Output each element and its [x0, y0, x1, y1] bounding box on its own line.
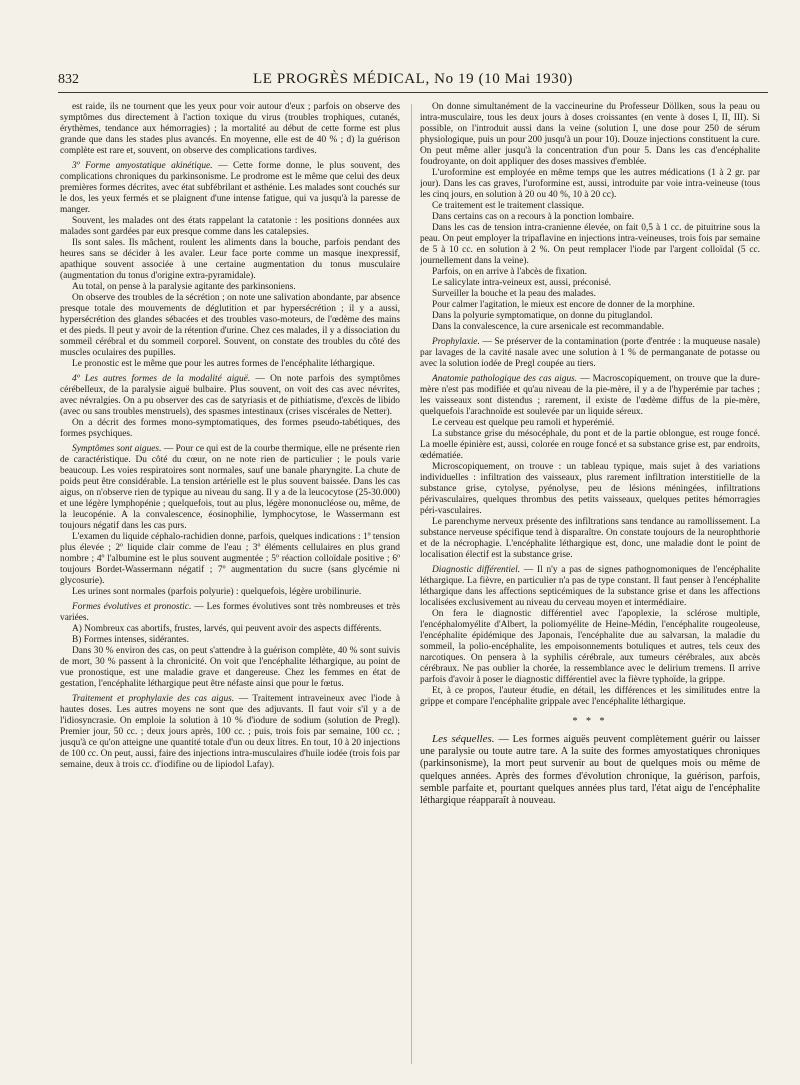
- paragraph: [420, 418, 760, 429]
- paragraph: [420, 201, 760, 212]
- paragraph-text: Le parenchyme nerveux présente des infiltrations sans tendance au ramollissement. La substance nerveuse spécifique tend à disparaître. On constate toujours de la neurophthorie et de la nécrophagie. L'encéphalite léthargique est, donc, une maladie dont le point de localisation électif est la substance grise.: [420, 517, 760, 560]
- paragraph-text: Dans la convalescence, la cure arsenicale est recommandable.: [432, 322, 664, 332]
- paragraph-text: est raide, ils ne tournent que les yeux pour voir autour d'eux ; parfois on observe des symptômes dus directement à l'action toxique du virus (troubles trophiques, cutanés, érythèmes, tendance aux hémorragies) ; la mortalité au début de cette forme est plus grande que dans les stades plus avancés. En moyenne, elle est de 40 % ; d) la guérison complète est rare et, souvent, on observe des complications tardives.: [60, 102, 400, 156]
- paragraph-text: Au total, on pense à la paralysie agitante des parkinsoniens.: [72, 282, 296, 292]
- section-paragraph: [420, 733, 760, 807]
- section-paragraph: [60, 444, 400, 532]
- paragraph-text: Parfois, on en arrive à l'abcès de fixation.: [432, 267, 588, 277]
- paragraph: [420, 267, 760, 278]
- paragraph-text: — Il n'y a pas de signes pathognomoniques de l'encéphalite léthargique. La fièvre, en particulier n'a pas de type constant. Il faut penser à l'encéphalite léthargique dans les affections septicémiques de la substance grise et dans les affections localisées exclusivement au niveau du cerveau moyen et intermédiaire.: [420, 565, 760, 608]
- section-paragraph: [420, 337, 760, 370]
- section-heading: 3º Forme amyostatique akinétique.: [72, 161, 213, 171]
- section-paragraph: [60, 374, 400, 418]
- section-paragraph: [420, 565, 760, 609]
- paragraph-text: B) Formes intenses, sidérantes.: [72, 635, 189, 645]
- paragraph-text: Souvent, les malades ont des états rappelant la catatonie : les positions données aux malades sont gardées par eux presque comme dans les catalepsies.: [60, 216, 400, 237]
- paragraph-text: Microscopiquement, on trouve : un tableau typique, mais sujet à des variations individuelles : infiltration des vaisseaux, plus rarement infiltration interstitielle de la substance grise, cytolyse, pyénolyse, peu de lésions méningées, infiltrations périvasculaires, quelques thrombus des petits vaisseaux, quelques petites hémorragies péri-vasculaires.: [420, 462, 760, 516]
- paragraph: [60, 646, 400, 690]
- paragraph-text: Dans 30 % environ des cas, on peut s'attendre à la guérison complète, 40 % sont suivis de mort, 30 % passent à la chronicité. On voit que l'encéphalite léthargique, au point de vue pronostique, est une maladie grave et dangereuse. Chez les femmes en état de gestation, l'encéphalite léthargique peut être néfaste ainsi que pour le fœtus.: [60, 646, 400, 689]
- paragraph-text: Ils sont sales. Ils mâchent, roulent les aliments dans la bouche, parfois pendant des heures sans se décider à les avaler. Leur face porte comme un masque inexpressif, apathique souvent associée à une certaine augmentation du tonus musculaire (augmentation du tonus d'origine extra-pyramidale).: [60, 238, 400, 281]
- right-column: [420, 102, 760, 1072]
- paragraph: [60, 359, 400, 370]
- paragraph: [420, 609, 760, 686]
- section-paragraph: [60, 161, 400, 216]
- paragraph-text: Dans la polyurie symptomatique, on donne du pituglandol.: [432, 311, 653, 321]
- paragraph: [420, 462, 760, 517]
- section-heading: Traitement et prophylaxie des cas aigus.: [72, 694, 235, 704]
- paragraph-text: — Pour ce qui est de la courbe thermique, elle ne présente rien de caractéristique. Du côté du cœur, on ne note rien de particulier ; le pouls varie beaucoup. Les voies respiratoires sont normales, sauf une banale pharyngite. La chute de poids peut être considérable. La tension artérielle est le plus souvent baissée. Dans les cas aigus, on n'observe rien de typique au niveau du sang. Il y a de la leucocytose (25-30.000) et une légère lymphopénie ; quelquefois, tout au plus, légère mononucléose ou, même, de la leucopénie. A la convalescence, éosinophilie, lymphocytose, le Wassermann est toujours négatif dans les cas purs.: [60, 444, 400, 531]
- paragraph: [60, 587, 400, 598]
- paragraph-text: — Se préserver de la contamination (porte d'entrée : la muqueuse nasale) par lavages de la cavité nasale avec une solution à 1 % de permanganate de potasse ou avec la solution iodée de Pregl coupée au tiers.: [420, 337, 760, 369]
- paragraph: [420, 311, 760, 322]
- paragraph-text: Ce traitement est le traitement classique.: [432, 201, 585, 211]
- paragraph-text: On fera le diagnostic différentiel avec l'apoplexie, la sclérose multiple, l'encéphalomyélite d'Albert, la poliomyélite de Heine-Médin, l'encéphalite rougeoleuse, l'encéphalite épidémique des Japonais, l'encéphalite due au salvarsan, la maladie du sommeil, la polio-encéphalite, les empoisonnements botuliques et autres, tels ceux des narcotiques. On pensera à la syphilis cérébrale, aux tumeurs cérébrales, aux abcès cérébraux. Ne pas oublier la chorée, la ressemblance avec le delirium tremens. Il arrive parfois d'avoir à poser le diagnostic différentiel avec la fièvre typhoïde, la grippe.: [420, 609, 760, 685]
- paragraph-text: Le pronostic est le même que pour les autres formes de l'encéphalite léthargique.: [72, 359, 375, 369]
- paragraph: [60, 216, 400, 238]
- paragraph: [60, 624, 400, 635]
- paragraph-text: — Les formes aiguës peuvent complètement guérir ou laisser une paralysie ou toute autre tare. A la suite des formes amyostatiques chroniques (parkinsonisme), la mort peut survenir au bout de quelques mois ou même de quelques années. Après des formes d'évolution chronique, la guérison, parfois, semble parfaite et, pourtant quelques années plus tard, l'état aigu de l'encéphalite léthargique réapparaît à nouveau.: [420, 734, 760, 807]
- section-paragraph: [60, 694, 400, 771]
- section-heading: Symptômes sont aigues.: [72, 444, 162, 454]
- paragraph-text: On donne simultanément de la vaccineurine du Professeur Döllken, sous la peau ou intra-musculaire, tous les deux jours à doses croissantes (en vente à doses I, II, III). Si possible, on l'introduit aussi dans la veine (solution I, une dose pour 250 de sérum physiologique, puis un pour 200 jusqu'à un pour 10). Douze injections constituent la cure. On peut même aller jusqu'à la concentration d'un pour 5. Dans les cas d'encéphalite foudroyante, on doit appliquer des doses massives d'emblée.: [420, 102, 760, 167]
- left-column: [60, 102, 400, 1072]
- paragraph-text: — Macroscopiquement, on trouve que la dure-mère n'est pas modifiée et qu'au niveau de la pie-mère, il y a de l'hyperémie par taches ; les vaisseaux sont distendus ; rarement, il existe de l'œdème diffus de la pie-mère, quelquefois l'arachnoïde est soulevée par un liquide séreux.: [420, 374, 760, 417]
- section-paragraph: [420, 374, 760, 418]
- paragraph-text: Pour calmer l'agitation, le mieux est encore de donner de la morphine.: [432, 300, 695, 310]
- paragraph: [420, 212, 760, 223]
- journal-title: LE PROGRÈS MÉDICAL, No 19 (10 Mai 1930): [252, 71, 574, 87]
- paragraph: [420, 429, 760, 462]
- section-heading: Les séquelles.: [432, 733, 495, 745]
- paragraph: [420, 517, 760, 561]
- paragraph-text: — Traitement intraveineux avec l'iode à hautes doses. Les autres moyens ne sont que des adjuvants. Il faut voir s'il y a de l'idiosyncrasie. On emploie la solution à 10 % d'iodure de sodium (solution de Pregl). Premier jour, 50 cc. ; deux jours après, 100 cc. ; puis, trois fois par semaine, 100 cc. ; jusqu'à ce qu'on atteigne une quantité totale d'un ou deux litres. En tout, 10 à 20 injections de 100 cc. On peut, aussi, faire des injections intra-musculaires d'huile iodée (trois fois par semaine, deux à trois cc. d'iodifine ou de lipiodol Lafay).: [60, 694, 400, 770]
- paragraph: [420, 289, 760, 300]
- paragraph-text: On a décrit des formes mono-symptomatiques, des formes pseudo-tabétiques, des formes psychiques.: [60, 418, 400, 439]
- paragraph: [420, 223, 760, 267]
- paragraph-text: A) Nombreux cas abortifs, frustes, larvés, qui peuvent avoir des aspects différents.: [72, 624, 382, 634]
- paragraph: [60, 532, 400, 587]
- paragraph: [420, 322, 760, 333]
- paragraph-text: Et, à ce propos, l'auteur étudie, en détail, les différences et les similitudes entre la grippe et compare l'encéphalite grippale avec l'encéphalite léthargique.: [420, 686, 760, 707]
- section-heading: Formes évolutives et pronostic.: [72, 602, 192, 612]
- paragraph-text: L'examen du liquide céphalo-rachidien donne, parfois, quelques indications : 1º tension plus élevée ; 2º liquide clair comme de l'eau ; 3º éléments cellulaires en plus grand nombre ; 4º l'albumine est le plus souvent augmentée ; 5º réaction colloïdale positive ; 6º toujours Bordet-Wassermann négatif ; 7º augmentation du sucre (sans glycémie ni glycosurie).: [60, 532, 400, 586]
- paragraph-text: On observe des troubles de la sécrétion ; on note une salivation abondante, par absence presque totale des mouvements de déglutition et par hypersécrétion ; il y a aussi, hypersécrétion des glandes sébacées et des troubles vaso-moteurs, de l'œdème des mains et des pieds. Il peut y avoir de la rétention d'urine. Chez ces malades, il y a dissociation du sommeil cérébral et du sommeil corporel. Souvent, on constate des troubles du côté des muscles oculaires des pupilles.: [60, 293, 400, 358]
- section-heading: Diagnostic différentiel.: [432, 565, 521, 575]
- paragraph: [420, 686, 760, 708]
- paragraph: [420, 278, 760, 289]
- paragraph: [60, 282, 400, 293]
- column-divider: [411, 104, 412, 1064]
- section-paragraph: [60, 602, 400, 624]
- paragraph-text: Les urines sont normales (parfois polyurie) : quelquefois, légère urobilinurie.: [72, 587, 362, 597]
- paragraph-text: — Les formes évolutives sont très nombreuses et très variées.: [60, 602, 400, 623]
- paragraph-text: La substance grise du mésocéphale, du pont et de la partie oblongue, est rouge foncé. La moelle épinière est, aussi, colorée en rouge foncé et sa substance grise est, par endroits, œdématiée.: [420, 429, 760, 461]
- paragraph-text: Dans les cas de tension intra-cranienne élevée, on fait 0,5 à 1 cc. de pituitrine sous la peau. On peut employer la tripaflavine en injections intra-veineuses, trois fois par semaine de 5 à 10 cc. en solution à 2 %. On peut remplacer l'iode par l'argent colloïdal (5 cc. journellement dans la veine).: [420, 223, 760, 266]
- paragraph: [60, 418, 400, 440]
- paragraph-text: — On note parfois des symptômes cérébelleux, de la paralysie aiguë bulbaire. Plus souvent, on voit des cas avec névrites, avec névralgies. On a pu observer des cas de satyriasis et de pithiatisme, d'excès de libido (avec ou sans troubles menstruels), des spasmes intestinaux (crises viscérales de Netter).: [60, 374, 400, 417]
- paragraph-text: Le salicylate intra-veineux est, aussi, préconisé.: [432, 278, 612, 288]
- page-number: 832: [58, 72, 79, 87]
- paragraph: [420, 168, 760, 201]
- paragraph-text: L'uroformine est employée en même temps que les autres médications (1 à 2 gr. par jour). Dans les cas graves, l'uroformine est, aussi, introduite par voie intra-veineuse (tous les cinq jours, en solution à 20 ou 40 %, 10 à 20 cc).: [420, 168, 760, 200]
- section-heading: Prophylaxie.: [432, 337, 480, 347]
- section-heading: 4º Les autres formes de la modalité aiguë.: [72, 374, 251, 384]
- paragraph: [420, 300, 760, 311]
- paragraph: [60, 102, 400, 157]
- paragraph-text: Le cerveau est quelque peu ramoli et hyperémié.: [432, 418, 615, 428]
- paragraph: [60, 635, 400, 646]
- paragraph-text: — Cette forme donne, le plus souvent, des complications chroniques du parkinsonisme. Le prodrome est le même que celui des deux premières formes décrites, avec état subfébrilant et asthénie. Les malades sont couchés sur le dos, les yeux fermés et se plaignent d'une intense fatigue, qui va jusqu'à la paresse de manger.: [60, 161, 400, 215]
- section-separator: * * *: [572, 716, 608, 727]
- paragraph: [60, 238, 400, 282]
- paragraph: [420, 102, 760, 168]
- section-heading: Anatomie pathologique des cas aigus.: [432, 374, 578, 384]
- paragraph-text: Surveiller la bouche et la peau des malades.: [432, 289, 596, 299]
- page-header: [58, 68, 768, 93]
- paragraph-text: Dans certains cas on a recours à la ponction lombaire.: [432, 212, 635, 222]
- paragraph: [60, 293, 400, 359]
